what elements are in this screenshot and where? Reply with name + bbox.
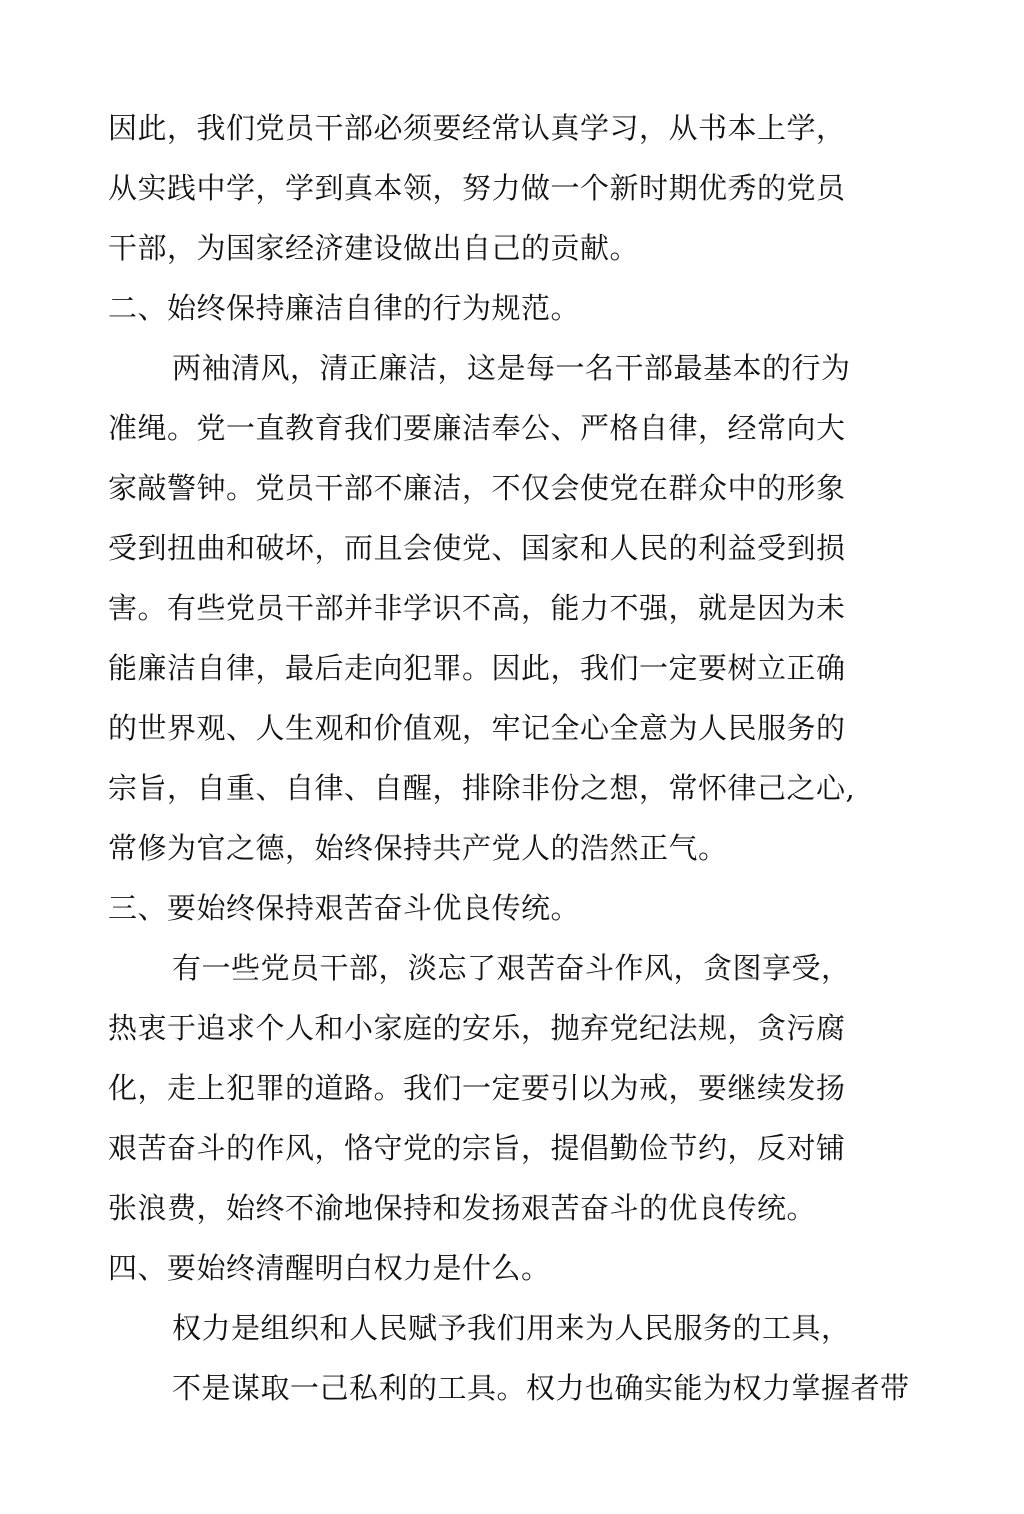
text-line: 权力是组织和人民赋予我们用来为人民服务的工具，: [172, 1311, 851, 1345]
text-line: 干部，为国家经济建设做出自己的贡献。: [108, 231, 640, 265]
text-line: 的世界观、人生观和价值观，牢记全心全意为人民服务的: [108, 711, 846, 745]
text-line: 两袖清风，清正廉洁，这是每一名干部最基本的行为: [172, 351, 851, 385]
text-line: 艰苦奋斗的作风，恪守党的宗旨，提倡勤俭节约，反对铺: [108, 1131, 846, 1165]
section-heading: 四、要始终清醒明白权力是什么。: [108, 1251, 551, 1285]
section-heading: 三、要始终保持艰苦奋斗优良传统。: [108, 891, 581, 925]
text-line: 从实践中学，学到真本领，努力做一个新时期优秀的党员: [108, 171, 846, 205]
text-line: 受到扭曲和破坏，而且会使党、国家和人民的利益受到损: [108, 531, 846, 565]
text-line: 常修为官之德，始终保持共产党人的浩然正气。: [108, 831, 728, 865]
text-line: 家敲警钟。党员干部不廉洁，不仅会使党在群众中的形象: [108, 471, 846, 505]
text-line: 有一些党员干部，淡忘了艰苦奋斗作风，贪图享受，: [172, 951, 851, 985]
text-line: 宗旨，自重、自律、自醒，排除非份之想，常怀律己之心,: [108, 771, 856, 805]
text-line: 能廉洁自律，最后走向犯罪。因此，我们一定要树立正确: [108, 651, 846, 685]
text-line: 张浪费，始终不渝地保持和发扬艰苦奋斗的优良传统。: [108, 1191, 817, 1225]
text-line: 因此，我们党员干部必须要经常认真学习，从书本上学，: [108, 111, 846, 145]
text-line: 不是谋取一己私利的工具。权力也确实能为权力掌握者带: [172, 1371, 910, 1405]
text-line: 害。有些党员干部并非学识不高，能力不强，就是因为未: [108, 591, 846, 625]
section-heading: 二、始终保持廉洁自律的行为规范。: [108, 291, 581, 325]
text-line: 化，走上犯罪的道路。我们一定要引以为戒，要继续发扬: [108, 1071, 846, 1105]
text-line: 准绳。党一直教育我们要廉洁奉公、严格自律，经常向大: [108, 411, 846, 445]
text-line: 热衷于追求个人和小家庭的安乐，抛弃党纪法规，贪污腐: [108, 1011, 846, 1045]
